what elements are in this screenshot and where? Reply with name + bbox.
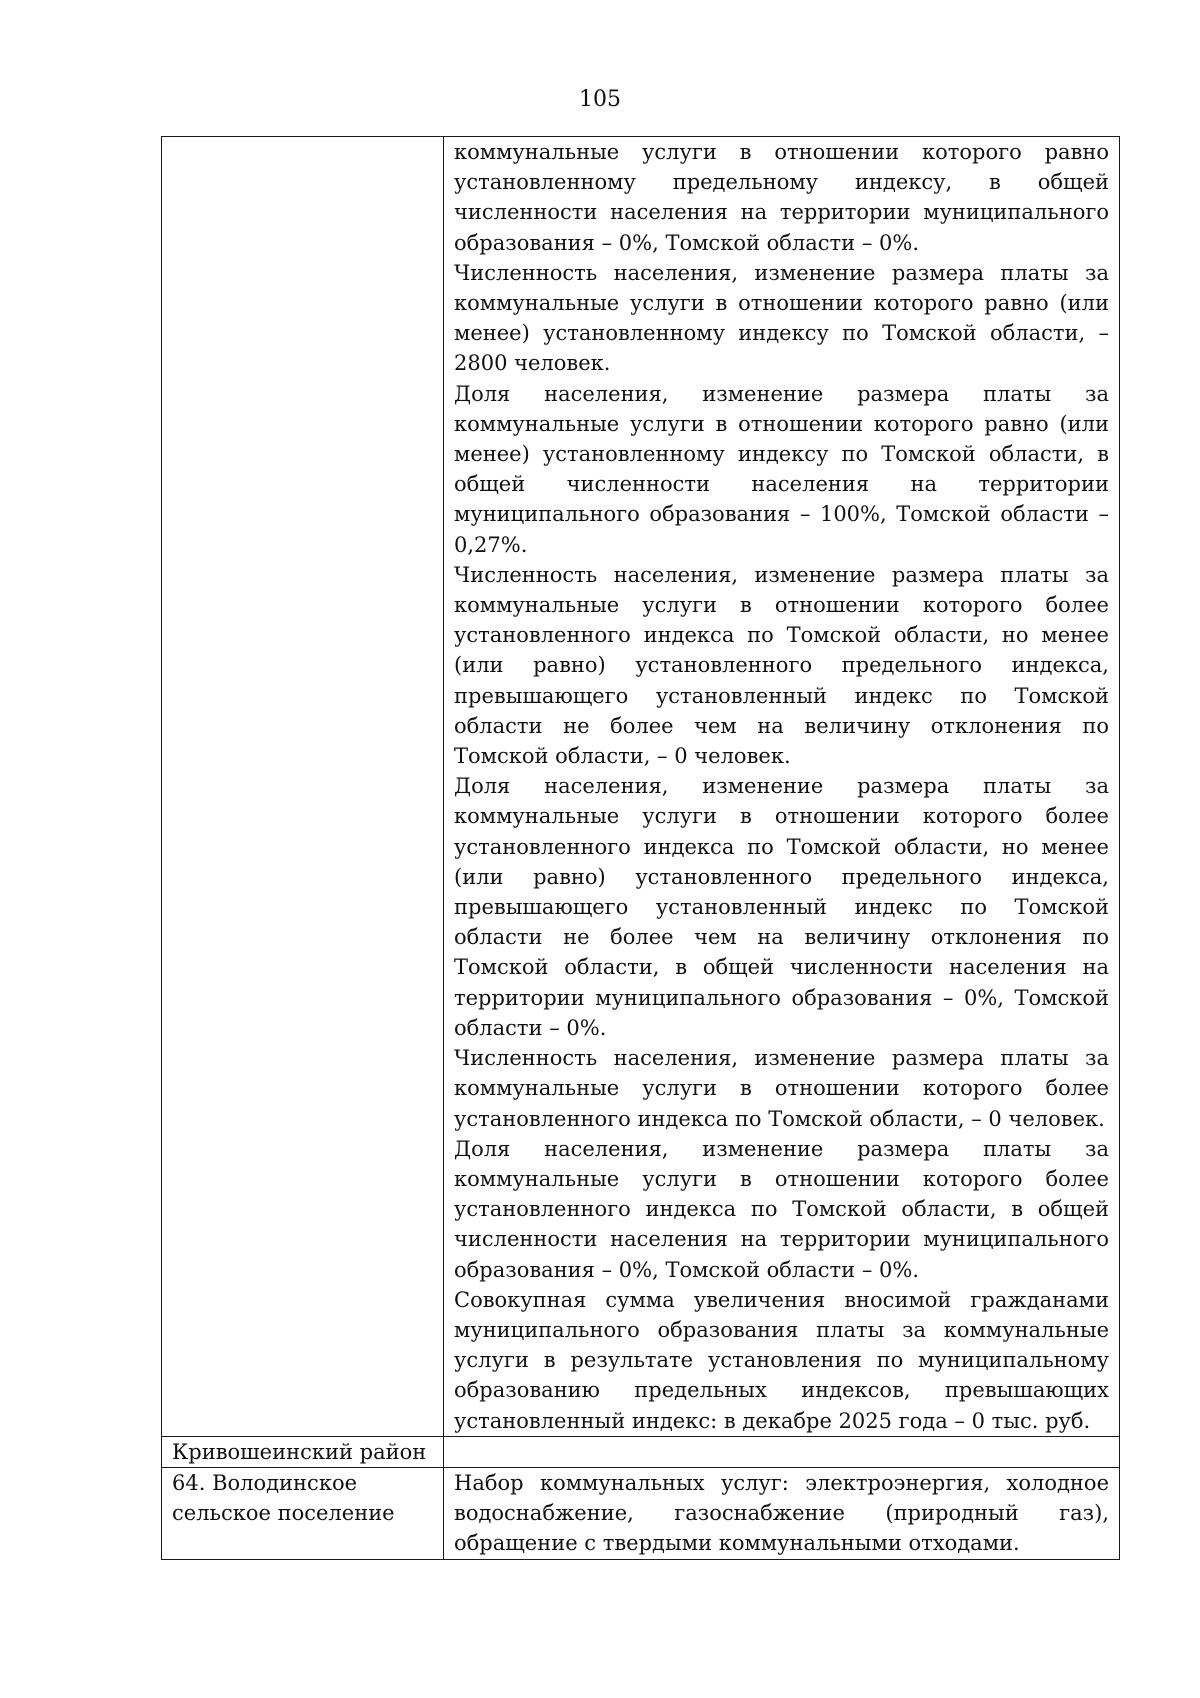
indices-table (161, 136, 1120, 1560)
paragraph: Численность населения, изменение размера платы за коммунальные услуги в отношении которого более установленного индекса по Томской области, – 0 человек. (454, 1046, 1109, 1131)
table-row (162, 1467, 1120, 1559)
municipality-cell (162, 137, 444, 1437)
table-row (162, 1436, 1120, 1467)
paragraph: Доля населения, изменение размера платы за коммунальные услуги в отношении которого равно (или менее) установленному индексу по Томской области, в общей численности населения на территории муниципального образования – 100%, Томской области – 0,27%. (454, 381, 1109, 557)
description-cell (444, 1436, 1120, 1467)
description-cell (444, 1467, 1120, 1559)
paragraph: Доля населения, изменение размера платы за коммунальные услуги в отношении которого более установленного индекса по Томской области, но менее (или равно) установленного предельного индекса, превышающего установленный индекс по Томской области не более чем на величину отклонения по Томской области, в общей численности населения на территории муниципального образования – 0%, Томской области – 0%. (454, 774, 1109, 1040)
description-cell (444, 137, 1120, 1437)
paragraph: Доля населения, изменение размера платы за коммунальные услуги в отношении которого более установленного индекса по Томской области, в общей численности населения на территории муниципального образования – 0%, Томской области – 0%. (454, 1136, 1109, 1282)
paragraph: Численность населения, изменение размера платы за коммунальные услуги в отношении которого более установленного индекса по Томской области, но менее (или равно) установленного предельного индекса, превышающего установленный индекс по Томской области не более чем на величину отклонения по Томской области, – 0 человек. (454, 562, 1109, 769)
paragraph: Совокупная сумма увеличения вносимой гражданами муниципального образования платы за коммунальные услуги в результате установления по муниципальному образованию предельных индексов, превышающих установленный индекс: в декабре 2025 года – 0 тыс. руб. (454, 1287, 1109, 1433)
municipality-cell: 64. Володинское сельское поселение (162, 1467, 444, 1559)
page-number: 105 (579, 87, 621, 112)
paragraph: коммунальные услуги в отношении которого равно установленному предельному индексу, в общей численности населения на территории муниципального образования – 0%, Томской области – 0%. (454, 140, 1109, 255)
paragraph: Набор коммунальных услуг: электроэнергия, холодное водоснабжение, газоснабжение (природный газ), обращение с твердыми коммунальными отходами. (454, 1470, 1109, 1556)
district-cell: Кривошеинский район (162, 1436, 444, 1467)
table-row (162, 137, 1120, 1437)
paragraph: Численность населения, изменение размера платы за коммунальные услуги в отношении которого равно (или менее) установленному индексу по Томской области, – 2800 человек. (454, 260, 1109, 376)
